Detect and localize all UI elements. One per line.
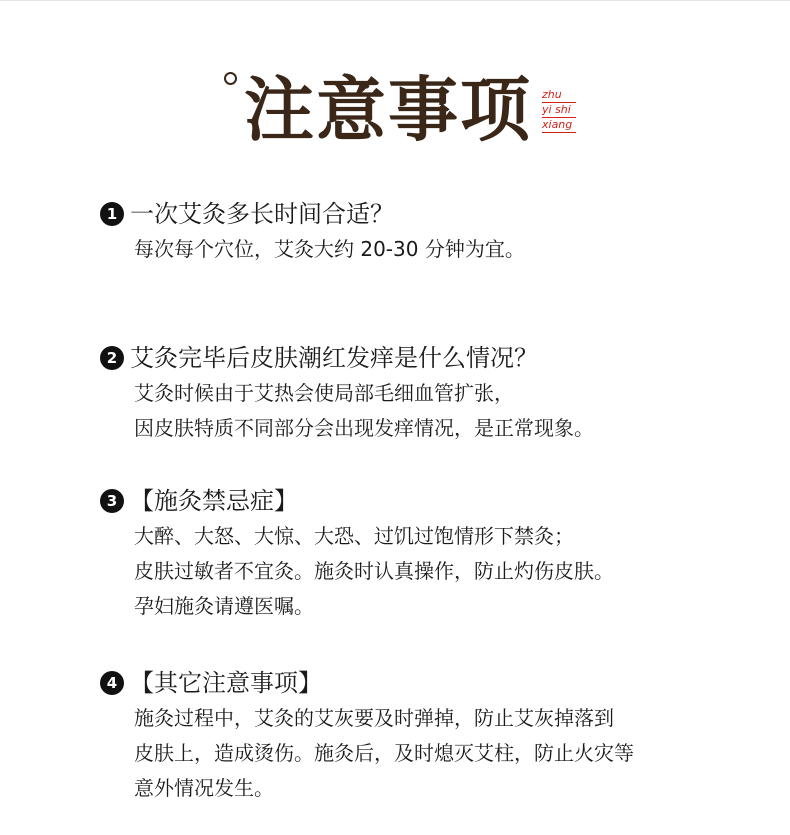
body-line: 艾灸时候由于艾热会使局部毛细血管扩张， xyxy=(134,381,514,405)
section-2 xyxy=(100,340,780,446)
body-line: 每次每个穴位，艾灸大约 20-30 分钟为宜。 xyxy=(134,237,525,261)
title-pinyin xyxy=(542,88,576,133)
section-heading xyxy=(100,665,780,701)
body-line: 因皮肤特质不同部分会出现发痒情况，是正常现象。 xyxy=(134,416,594,440)
page-title: 注意事项 xyxy=(244,68,532,151)
section-4 xyxy=(100,665,780,806)
heading-text: 【施灸禁忌症】 xyxy=(130,487,298,515)
body-line: 施灸过程中，艾灸的艾灰要及时弹掉，防止艾灰掉落到 xyxy=(134,706,614,730)
section-body xyxy=(134,232,780,267)
number-badge: 4 xyxy=(100,671,124,695)
heading-text: 艾灸完毕后皮肤潮红发痒是什么情况？ xyxy=(130,344,538,372)
body-line: 意外情况发生。 xyxy=(134,776,274,800)
body-line: 皮肤上，造成烫伤。施灸后，及时熄灭艾柱，防止火灾等 xyxy=(134,741,634,765)
section-heading xyxy=(100,340,780,376)
title-circle-ornament xyxy=(224,72,237,85)
section-1 xyxy=(100,196,780,267)
pinyin-line-2: yi shi xyxy=(542,103,576,118)
title-block xyxy=(0,66,790,156)
section-body xyxy=(134,701,780,806)
heading-text: 一次艾灸多长时间合适？ xyxy=(130,200,394,228)
number-badge: 1 xyxy=(100,202,124,226)
pinyin-line-1: zhu xyxy=(542,88,576,103)
pinyin-line-3: xiang xyxy=(542,118,576,133)
section-heading xyxy=(100,483,780,519)
section-3 xyxy=(100,483,780,624)
number-badge: 3 xyxy=(100,489,124,513)
section-heading xyxy=(100,196,780,232)
heading-text: 【其它注意事项】 xyxy=(130,669,322,697)
section-body xyxy=(134,519,780,624)
top-divider xyxy=(0,0,790,1)
body-line: 皮肤过敏者不宜灸。施灸时认真操作，防止灼伤皮肤。 xyxy=(134,559,614,583)
body-line: 大醉、大怒、大惊、大恐、过饥过饱情形下禁灸； xyxy=(134,524,574,548)
number-badge: 2 xyxy=(100,346,124,370)
section-body xyxy=(134,376,780,446)
body-line: 孕妇施灸请遵医嘱。 xyxy=(134,594,314,618)
